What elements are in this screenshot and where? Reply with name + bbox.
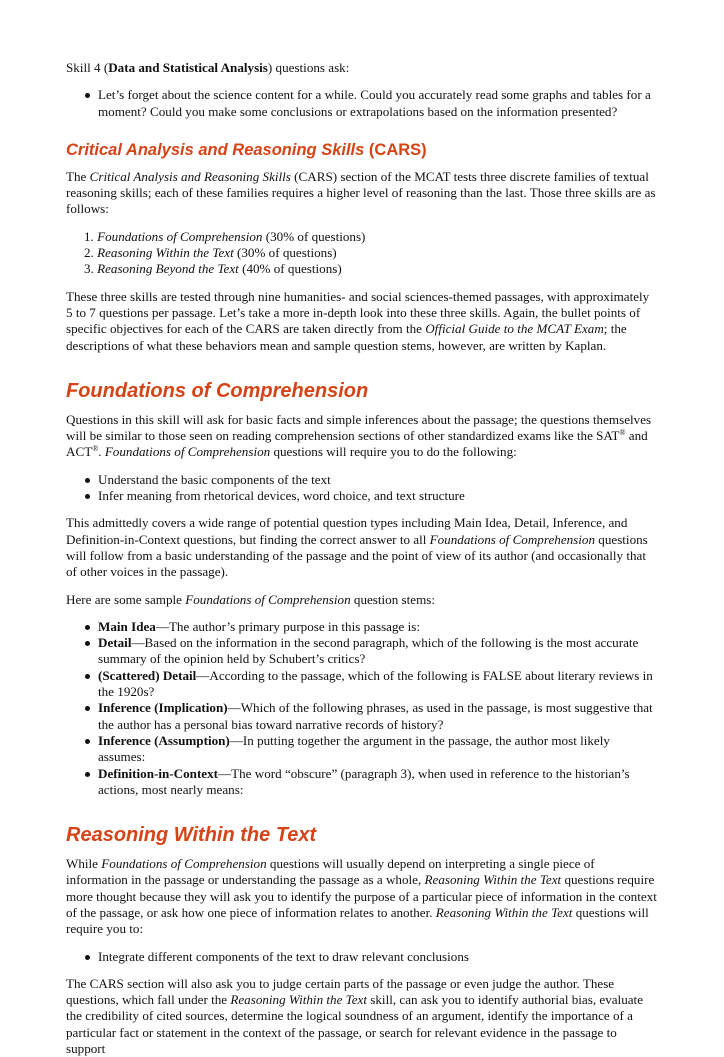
rwt-heading: Reasoning Within the Text bbox=[66, 824, 317, 847]
list-item: Infer meaning from rhetorical devices, word choice, and text structure bbox=[66, 488, 658, 504]
skill-percent: (40% of questions) bbox=[238, 261, 342, 277]
text-run: The bbox=[66, 168, 90, 184]
cars-paragraph-2 bbox=[66, 289, 658, 354]
registered-mark: ® bbox=[92, 444, 99, 454]
text-run: (CARS) section of the MCAT tests three discrete families of textual reasoning skills; each of these families requires a higher level of reasoning than the last. Those three skills are as follows: bbox=[66, 168, 656, 217]
text-run-italic: Foundations of Comprehension bbox=[101, 856, 267, 872]
list-item bbox=[66, 766, 658, 799]
text-run-italic: Reasoning Within the Text bbox=[230, 992, 368, 1008]
stem-text: —In putting together the argument in the passage, the author most likely assumes: bbox=[98, 732, 610, 765]
skill-name: Reasoning Within the Text bbox=[97, 245, 234, 261]
text-run-italic: Reasoning Within the Text bbox=[424, 872, 562, 888]
stem-text: —Which of the following phrases, as used in the passage, is most suggestive that the author has a personal bias toward narrative records of history? bbox=[98, 700, 653, 732]
rwt-objectives-list bbox=[66, 949, 658, 965]
text-run: The CARS section will also ask you to judge certain parts of the passage or even judge the author. These questions, which fall under the bbox=[66, 975, 615, 1008]
stem-label: Inference (Implication) bbox=[98, 700, 228, 716]
text-run: questions will require you to do the following: bbox=[270, 444, 517, 460]
text-run: and ACT bbox=[66, 428, 648, 460]
stem-label: (Scattered) Detail bbox=[98, 667, 197, 683]
list-item bbox=[66, 733, 658, 766]
list-item bbox=[66, 261, 658, 277]
text-run: While bbox=[66, 856, 102, 872]
item-number: 1. bbox=[84, 228, 94, 244]
list-item bbox=[66, 245, 658, 261]
text-run-italic: Foundations of Comprehension bbox=[104, 444, 271, 460]
skill4-post: ) questions ask: bbox=[267, 60, 350, 75]
skill4-name: Data and Statistical Analysis bbox=[108, 60, 268, 75]
skill-name: Foundations of Comprehension bbox=[97, 228, 263, 244]
foc-objectives-list bbox=[66, 472, 658, 505]
list-item bbox=[66, 635, 658, 668]
stem-text: —Based on the information in the second paragraph, which of the following is the most accurate summary of the opinion held by Schubert’s critics? bbox=[98, 635, 639, 667]
text-run: Here are some sample bbox=[66, 591, 186, 607]
stem-label: Detail bbox=[98, 635, 132, 651]
text-run: questions require more thought because they will ask you to identify the purpose of a particular piece of information in the context of the passage, or ask how one piece of information relates to another. bbox=[66, 872, 657, 920]
stem-text: —The word “obscure” (paragraph 3), when used in reference to the historian’s actions, most nearly means: bbox=[98, 765, 630, 797]
text-run: ; the descriptions of what these behaviors mean and sample question stems, however, are written by Kaplan. bbox=[66, 321, 627, 353]
rwt-paragraph-1 bbox=[66, 856, 658, 937]
text-run-italic: Critical Analysis and Reasoning Skills bbox=[89, 168, 291, 184]
registered-mark: ® bbox=[619, 428, 626, 438]
skill-name: Reasoning Beyond the Text bbox=[97, 261, 239, 277]
text-run: questions will require you to: bbox=[66, 904, 649, 937]
list-item bbox=[66, 619, 658, 635]
list-item bbox=[66, 700, 658, 733]
list-item: Integrate different components of the text to draw relevant conclusions bbox=[66, 949, 658, 965]
foc-paragraph-1 bbox=[66, 412, 658, 461]
text-run: This admittedly covers a wide range of potential question types including Main Idea, Detail, Inference, and Definition-in-Context questions, but finding the correct answer to all bbox=[66, 515, 628, 547]
foc-paragraph-3 bbox=[66, 592, 658, 608]
skill4-pre: Skill 4 ( bbox=[66, 60, 109, 75]
cars-heading-italic: Critical Analysis and Reasoning Skills bbox=[66, 140, 365, 159]
list-item: Understand the basic components of the text bbox=[66, 472, 658, 488]
skill-percent: (30% of questions) bbox=[233, 245, 337, 261]
foc-paragraph-2 bbox=[66, 515, 658, 580]
foc-stems-list bbox=[66, 619, 658, 798]
text-run-italic: Reasoning Within the Text bbox=[435, 904, 573, 920]
cars-heading bbox=[66, 140, 658, 160]
cars-skills-list bbox=[66, 229, 658, 278]
skill4-intro bbox=[66, 60, 658, 76]
text-run-italic: Foundations of Comprehension bbox=[429, 531, 596, 547]
text-run-italic: Foundations of Comprehension bbox=[185, 591, 351, 607]
stem-label: Main Idea bbox=[98, 618, 156, 634]
list-item bbox=[66, 229, 658, 245]
foc-heading: Foundations of Comprehension bbox=[66, 379, 369, 402]
text-run: question stems: bbox=[350, 591, 436, 607]
text-run: These three skills are tested through nine humanities- and social sciences-themed passages, with approximately 5 to 7 questions per passage. Let’s take a more in-depth look into these three skills. Again, the bullet points of specific objectives for each of the CARS are taken directly from the bbox=[66, 288, 650, 337]
list-item: Let’s forget about the science content for a while. Could you accurately read some graphs and tables for a moment? Could you make some conclusions or extrapolations based on the information presented? bbox=[66, 87, 658, 120]
text-run: Questions in this skill will ask for basic facts and simple inferences about the passage; the questions themselves will be similar to those seen on reading comprehension sections of other standardized exams like the SAT bbox=[66, 411, 652, 444]
text-run-italic: Official Guide to the MCAT Exam bbox=[425, 321, 604, 337]
stem-label: Inference (Assumption) bbox=[98, 732, 230, 748]
rwt-paragraph-2 bbox=[66, 976, 658, 1057]
text-run: questions will follow from a basic understanding of the passage and the point of view of its author (and occasionally that of other voices in the passage). bbox=[66, 531, 648, 580]
cars-heading-plain: (CARS) bbox=[364, 140, 427, 159]
list-item bbox=[66, 668, 658, 701]
text-run: questions will usually depend on interpreting a single piece of information in the passage or understanding the passage as a whole, bbox=[66, 856, 595, 888]
text-run: . bbox=[98, 444, 105, 460]
skill4-list bbox=[66, 87, 658, 120]
stem-text: —According to the passage, which of the following is FALSE about literary reviews in the 1920s? bbox=[98, 667, 653, 700]
skill-percent: (30% of questions) bbox=[262, 228, 366, 244]
item-number: 3. bbox=[84, 261, 94, 277]
stem-label: Definition-in-Context bbox=[98, 765, 219, 781]
cars-intro bbox=[66, 169, 658, 218]
item-number: 2. bbox=[84, 245, 94, 261]
stem-text: —The author’s primary purpose in this passage is: bbox=[155, 618, 420, 634]
text-run: skill, can ask you to identify authorial bias, evaluate the credibility of cited sources, determine the logical soundness of an argument, identify the importance of a particular fact or statement in the context of the passage, or search for relevant evidence in the passage to support bbox=[66, 992, 644, 1057]
